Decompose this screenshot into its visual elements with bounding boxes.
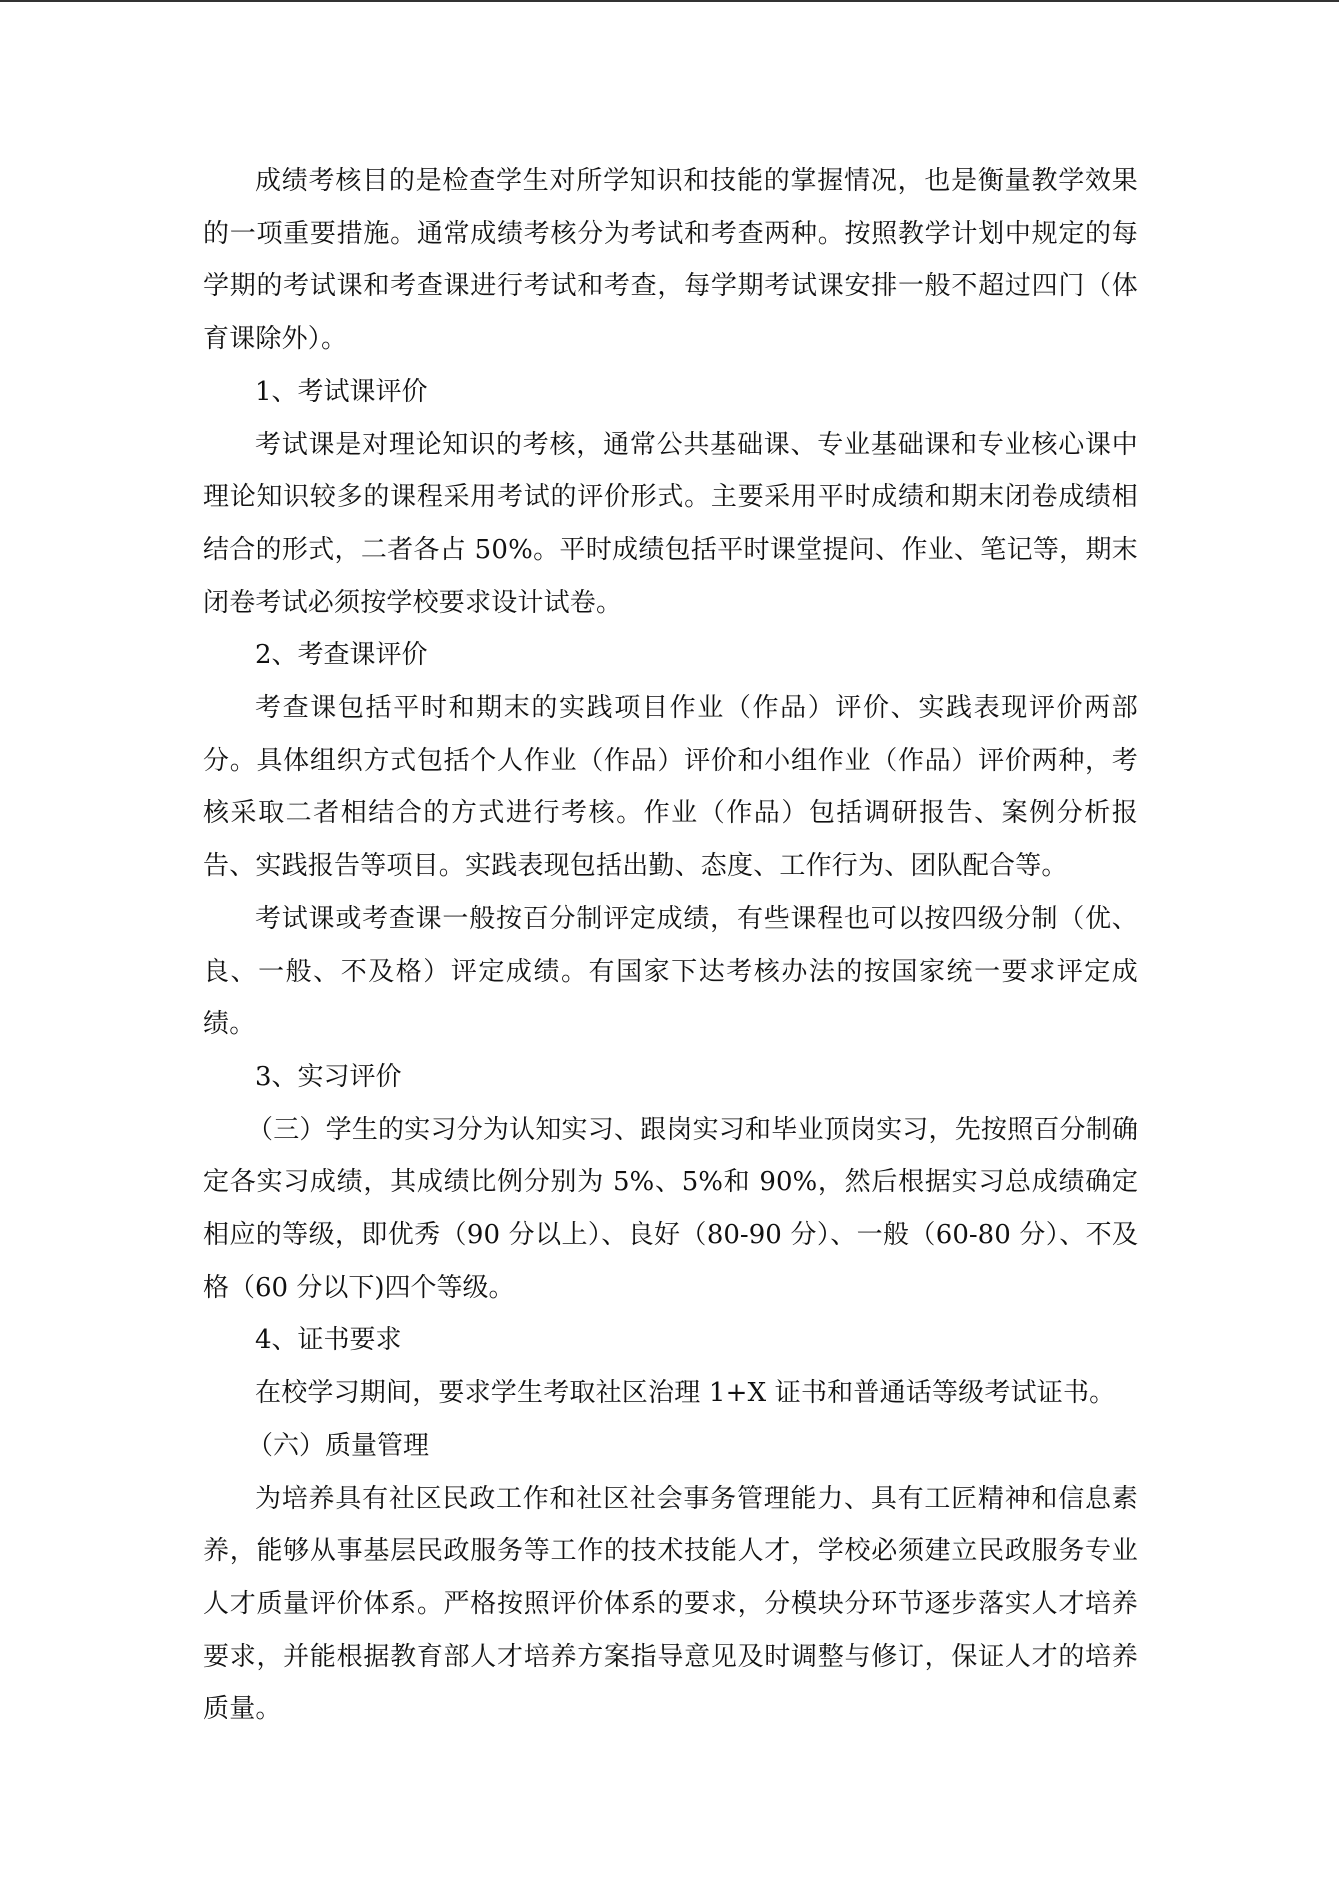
paragraph-check-course: 考查课包括平时和期末的实践项目作业（作品）评价、实践表现评价两部分。具体组织方式包括个人作业（作品）评价和小组作业（作品）评价两种，考核采取二者相结合的方式进行考核。作业（作品）包括调研报告、案例分析报告、实践报告等项目。实践表现包括出勤、态度、工作行为、团队配合等。 [203, 693, 1138, 882]
heading-internship-evaluation: 3、实习评价 [255, 1061, 402, 1092]
paragraph-internship: （三）学生的实习分为认知实习、跟岗实习和毕业顶岗实习，先按照百分制确定各实习成绩，其成绩比例分别为 5%、5%和 90%，然后根据实习总成绩确定相应的等级，即优秀（90 分以上）、良好（80-90 分）、一般（60-80 分）、不及格（60 分以下)四个等级。 [203, 1114, 1138, 1303]
paragraph-grading-scale: 考试课或考查课一般按百分制评定成绩，有些课程也可以按四级分制（优、良、一般、不及格）评定成绩。有国家下达考核办法的按国家统一要求评定成绩。 [203, 903, 1138, 1040]
document-body [203, 155, 1138, 1736]
heading-check-course-evaluation: 2、考查课评价 [255, 640, 428, 671]
page-top-border [0, 0, 1339, 2]
paragraph-exam-course: 考试课是对理论知识的考核，通常公共基础课、专业基础课和专业核心课中理论知识较多的课程采用考试的评价形式。主要采用平时成绩和期末闭卷成绩相结合的形式，二者各占 50%。平时成绩包括平时课堂提问、作业、笔记等，期末闭卷考试必须按学校要求设计试卷。 [203, 429, 1138, 618]
paragraph-quality-management: 为培养具有社区民政工作和社区社会事务管理能力、具有工匠精神和信息素养，能够从事基层民政服务等工作的技术技能人才，学校必须建立民政服务专业人才质量评价体系。严格按照评价体系的要求，分模块分环节逐步落实人才培养要求，并能根据教育部人才培养方案指导意见及时调整与修订，保证人才的培养质量。 [203, 1483, 1138, 1725]
heading-quality-management: （六）质量管理 [247, 1430, 430, 1461]
heading-exam-course-evaluation: 1、考试课评价 [255, 376, 428, 407]
paragraph-certificates: 在校学习期间，要求学生考取社区治理 1+X 证书和普通话等级考试证书。 [255, 1378, 1116, 1409]
heading-certificate-requirements: 4、证书要求 [255, 1325, 402, 1356]
paragraph-assessment-purpose: 成绩考核目的是检查学生对所学知识和技能的掌握情况，也是衡量教学效果的一项重要措施。通常成绩考核分为考试和考查两种。按照教学计划中规定的每学期的考试课和考查课进行考试和考查，每学期考试课安排一般不超过四门（体育课除外）。 [203, 166, 1138, 355]
